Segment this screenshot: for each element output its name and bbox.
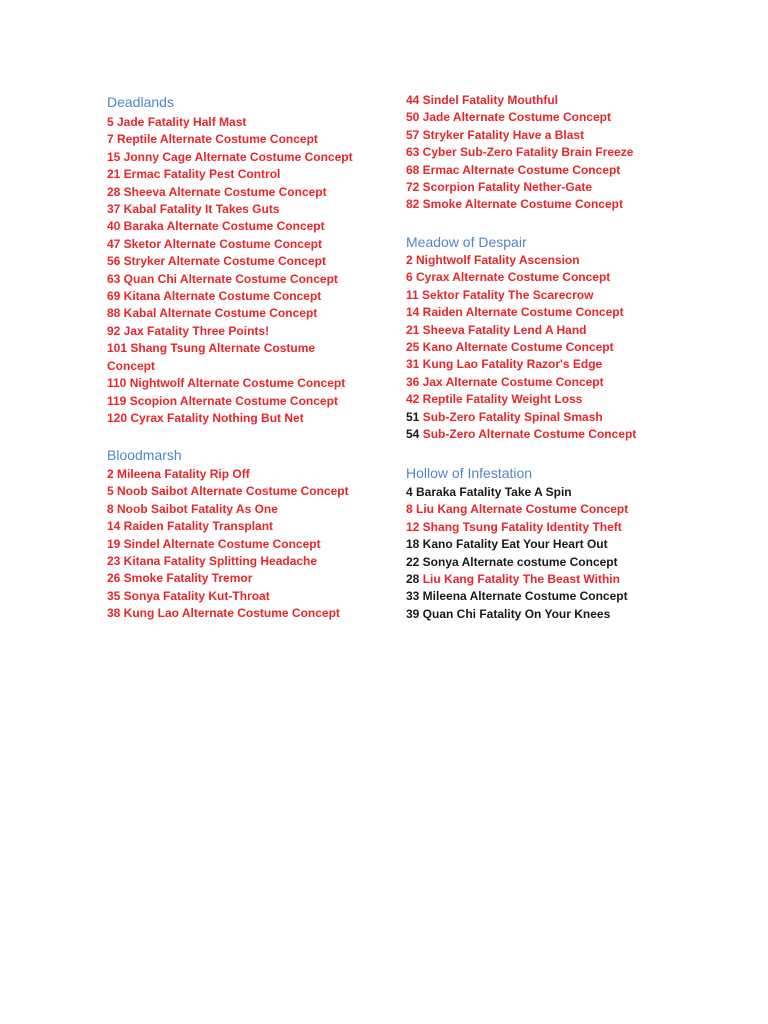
list-item: 31 Kung Lao Fatality Razor's Edge [406,357,603,372]
item-text: Sub-Zero Alternate Costume Concept [422,427,637,442]
list-item: 23 Kitana Fatality Splitting Headache [107,554,318,569]
meadow-list [406,252,706,443]
list-item: 8 Noob Saibot Fatality As One [107,501,278,516]
hollow-list [406,484,706,623]
list-item: 57 Stryker Fatality Have a Blast [406,127,585,142]
list-item: 21 Sheeva Fatality Lend A Hand [406,322,587,337]
list-item: 14 Raiden Fatality Transplant [107,519,274,534]
list-item: 7 Reptile Alternate Costume Concept [107,132,318,147]
item-number: 51 [406,409,420,424]
list-item: 5 Jade Fatality Half Mast [107,115,247,129]
deadlands-list [107,114,397,427]
list-item: 4 Baraka Fatality Take A Spin [406,485,572,499]
list-item: 82 Smoke Alternate Costume Concept [406,197,623,212]
section-title-hollow: Hollow of Infestation [406,465,533,481]
list-item: 6 Cyrax Alternate Costume Concept [406,270,611,285]
list-item: 37 Kabal Fatality It Takes Guts [107,202,280,217]
list-item: 69 Kitana Alternate Costume Concept [107,289,322,304]
list-item: 42 Reptile Fatality Weight Loss [406,392,583,407]
list-item: 101 Shang Tsung Alternate Costume Concept [107,341,316,373]
list-item: 47 Sketor Alternate Costume Concept [107,236,322,251]
item-number: 28 [406,572,420,587]
list-item: 36 Jax Alternate Costume Concept [406,374,604,389]
list-item: 56 Stryker Alternate Costume Concept [107,254,326,269]
list-item: 38 Kung Lao Alternate Costume Concept [107,606,340,621]
list-item: 19 Sindel Alternate Costume Concept [107,536,321,551]
list-item: 12 Shang Tsung Fatality Identity Theft [406,519,622,534]
list-item: 5 Noob Saibot Alternate Costume Concept [107,484,349,499]
item-text: Liu Kang Fatality The Beast Within [422,572,620,587]
item-text: Sub-Zero Fatality Spinal Smash [422,409,603,424]
list-item: 2 Nightwolf Fatality Ascension [406,253,580,267]
list-item: 28 Sheeva Alternate Costume Concept [107,184,327,199]
list-item: 14 Raiden Alternate Costume Concept [406,305,624,320]
bloodmarsh-list [107,466,397,623]
deadlands-continued-list [406,92,706,214]
list-item: 50 Jade Alternate Costume Concept [406,110,611,125]
list-item: 26 Smoke Fatality Tremor [107,571,253,586]
list-item: 63 Cyber Sub-Zero Fatality Brain Freeze [406,145,634,160]
list-item: 88 Kabal Alternate Costume Concept [107,306,318,321]
list-item: 33 Mileena Alternate Costume Concept [406,589,628,604]
section-title-deadlands: Deadlands [107,94,174,110]
list-item: 15 Jonny Cage Alternate Costume Concept [107,149,353,164]
section-title-bloodmarsh: Bloodmarsh [107,447,182,463]
list-item: 92 Jax Fatality Three Points! [107,323,270,338]
list-item: 2 Mileena Fatality Rip Off [107,467,250,481]
list-item: 25 Kano Alternate Costume Concept [406,340,614,355]
item-number: 54 [406,427,420,442]
list-item: 63 Quan Chi Alternate Costume Concept [107,271,338,286]
list-item [406,409,706,426]
list-item: 21 Ermac Fatality Pest Control [107,167,281,182]
list-item: 68 Ermac Alternate Costume Concept [406,162,621,177]
list-item: 72 Scorpion Fatality Nether-Gate [406,180,593,195]
list-item [406,571,706,588]
list-item: 22 Sonya Alternate costume Concept [406,554,618,569]
list-item: 18 Kano Fatality Eat Your Heart Out [406,537,608,552]
list-item: 44 Sindel Fatality Mouthful [406,93,559,107]
list-item: 110 Nightwolf Alternate Costume Concept [107,376,346,391]
list-item: 39 Quan Chi Fatality On Your Knees [406,606,611,621]
list-item: 8 Liu Kang Alternate Costume Concept [406,502,629,517]
list-item: 11 Sektor Fatality The Scarecrow [406,287,594,302]
list-item: 119 Scopion Alternate Costume Concept [107,393,338,408]
list-item: 35 Sonya Fatality Kut-Throat [107,588,270,603]
section-title-meadow: Meadow of Despair [406,234,527,250]
list-item: 40 Baraka Alternate Costume Concept [107,219,325,234]
list-item [406,426,706,443]
list-item: 120 Cyrax Fatality Nothing But Net [107,410,304,425]
